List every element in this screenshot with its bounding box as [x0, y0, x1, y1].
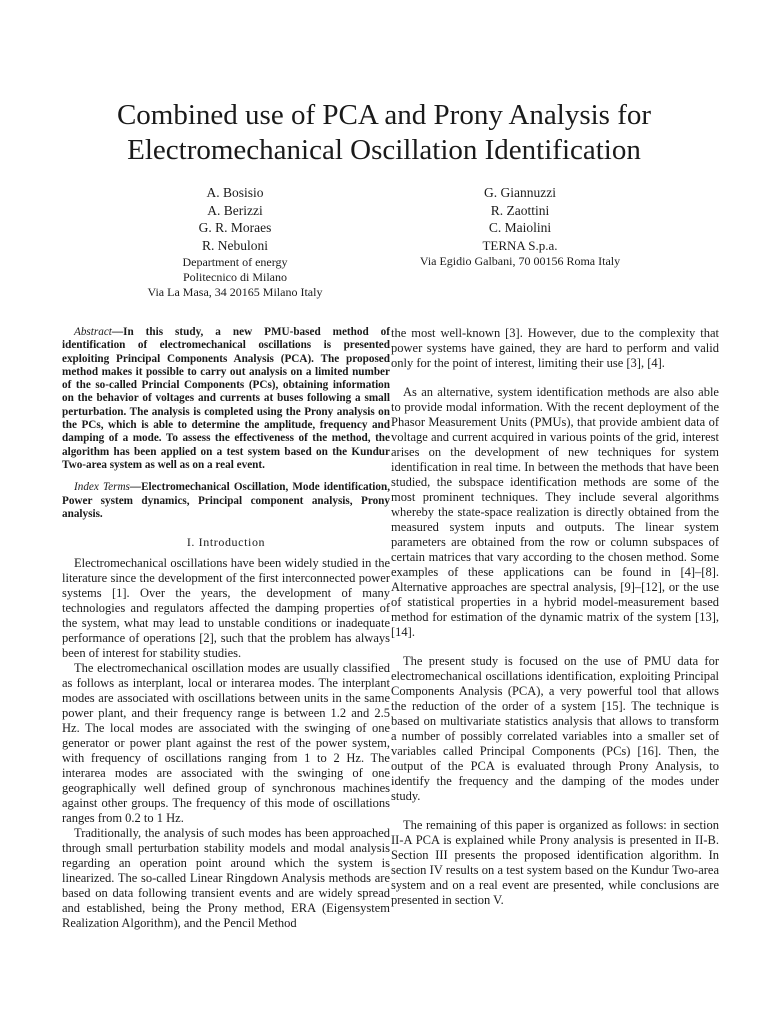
author-name: R. Zaottini	[490, 202, 550, 218]
author-name: A. Bosisio	[206, 185, 264, 200]
author-name: A. Berizzi	[207, 202, 263, 218]
right-column	[391, 326, 719, 908]
index-terms	[62, 481, 390, 521]
author-name: G. R. Moraes	[198, 220, 272, 235]
affiliation-line: Via La Masa, 34 20165 Milano Italy	[147, 285, 323, 299]
section-heading: I. Introduction	[186, 535, 266, 550]
paragraph: As an alternative, system identification methods are also able to provide modal information. With the recent deployment of the Phasor Measurement Units (PMUs), that provide ambient data of voltage and current acquired in various points of the grid, interest arises on the development of new techniques for system identification in real time. In between the methods that have been studied, the subspace identification methods are some of the most prominent techniques. They include several algorithms whereby the state-space realization is directly obtained from the measured system inputs and outputs. The linear system parameters are obtained from the row or column subspaces of certain matrices that vary according to the chosen method. Some examples of these applications can be found in [4]–[8]. Alternative approaches are spectral analysis, [9]–[12], or the use of statistical properties in a hybrid model-measurement based method for estimation of the dynamic matrix of the system [13], [14].	[391, 385, 719, 639]
affiliation-line: TERNA S.p.a.	[482, 237, 558, 253]
author-name: R. Nebuloni	[202, 237, 268, 253]
affiliation-line: Politecnico di Milano	[183, 270, 287, 284]
affiliation-line: Department of energy	[182, 255, 288, 269]
paragraph: The remaining of this paper is organized as follows: in section II-A PCA is explained while Prony analysis is presented in II-B. Section III presents the proposed identification algorithm. In section IV results on a test system based on the Kundur Two-area system and on a real event are presented, while conclusions are presented in section V.	[391, 818, 719, 907]
title-line-2: Electromechanical Oscillation Identification	[127, 134, 641, 166]
author-block-right	[390, 184, 650, 269]
abstract-label: Abstract	[74, 326, 112, 338]
index-terms-label: Index Terms	[74, 481, 130, 494]
abstract	[62, 326, 390, 472]
affiliation-line: Via Egidio Galbani, 70 00156 Roma Italy	[419, 253, 621, 268]
author-block-left	[120, 184, 350, 300]
paragraph: Traditionally, the analysis of such modes has been approached through small perturbation stability models and modal analysis regarding an operation point around which the system is linearized. The so-called Linear Ringdown Analysis methods are based on data following transient events and are widely spread and established, being the Prony method, ERA (Eigensystem Realization Algorithm), and the Pencil Method	[62, 826, 390, 931]
paper-title	[40, 98, 728, 168]
author-name: G. Giannuzzi	[484, 185, 556, 200]
abstract-text: —In this study, a new PMU-based method of identification of electromechanical oscillations is presented exploiting Principal Components Analysis (PCA). The proposed method makes it possible to carry out analysis on a limited number of the so-called Princial Components (PCs), obtaining information on the behavior of voltages and currents at buses following a small perturbation. The analysis is completed using the Prony analysis on the PCs, which is able to determine the amplitude, frequency and damping of a mode. To assess the effectiveness of the method, the algorithm has been applied on a test system based on the Kundur Two-area system as well as on a real event.	[62, 326, 390, 471]
title-line-1: Combined use of PCA and Prony Analysis for	[116, 99, 652, 131]
index-terms-text: —Electromechanical Oscillation, Mode identification, Power system dynamics, Principal component analysis, Prony analysis.	[62, 481, 390, 520]
paragraph: The electromechanical oscillation modes are usually classified as follows as interplant, local or interarea modes. The interplant modes are associated with oscillations between units in the same power plant, and their frequency range is between 1.2 and 2.5 Hz. The local modes are associated with the swinging of one generator or power plant against the rest of the power system, with frequency of oscillations ranging from 1 to 2 Hz. The interarea modes are associated with the swinging of one geographically well defined group of synchronous machines against other groups. The frequency of this mode of oscillations ranges from 0.2 to 1 Hz.	[62, 661, 390, 826]
paragraph: The present study is focused on the use of PMU data for electromechanical oscillations identification, exploiting Principal Components Analysis (PCA), a very powerful tool that allows the reduction of the order of a system [15]. The technique is based on multivariate statistics analysis that allows to transform a number of possibly correlated variables into a smaller set of variables called Principal Components (PCs) [16]. Then, the output of the PCA is evaluated through Prony Analysis, to identify the frequency and the damping of the modes under study.	[391, 654, 719, 803]
paragraph: the most well-known [3]. However, due to the complexity that power systems have gained, they are hard to perform and valid only for the point of interest, limiting their use [3], [4].	[391, 326, 719, 370]
paragraph: Electromechanical oscillations have been widely studied in the literature since the development of the first interconnected power systems [1]. Over the years, the development of many technologies and regulators affected the damping properties of the system, what may lead to unstable conditions or inadequate performance of operations [2], such that the problem has always been of interest for stability studies.	[62, 556, 390, 661]
left-column	[62, 326, 390, 931]
author-name: C. Maiolini	[488, 220, 552, 235]
